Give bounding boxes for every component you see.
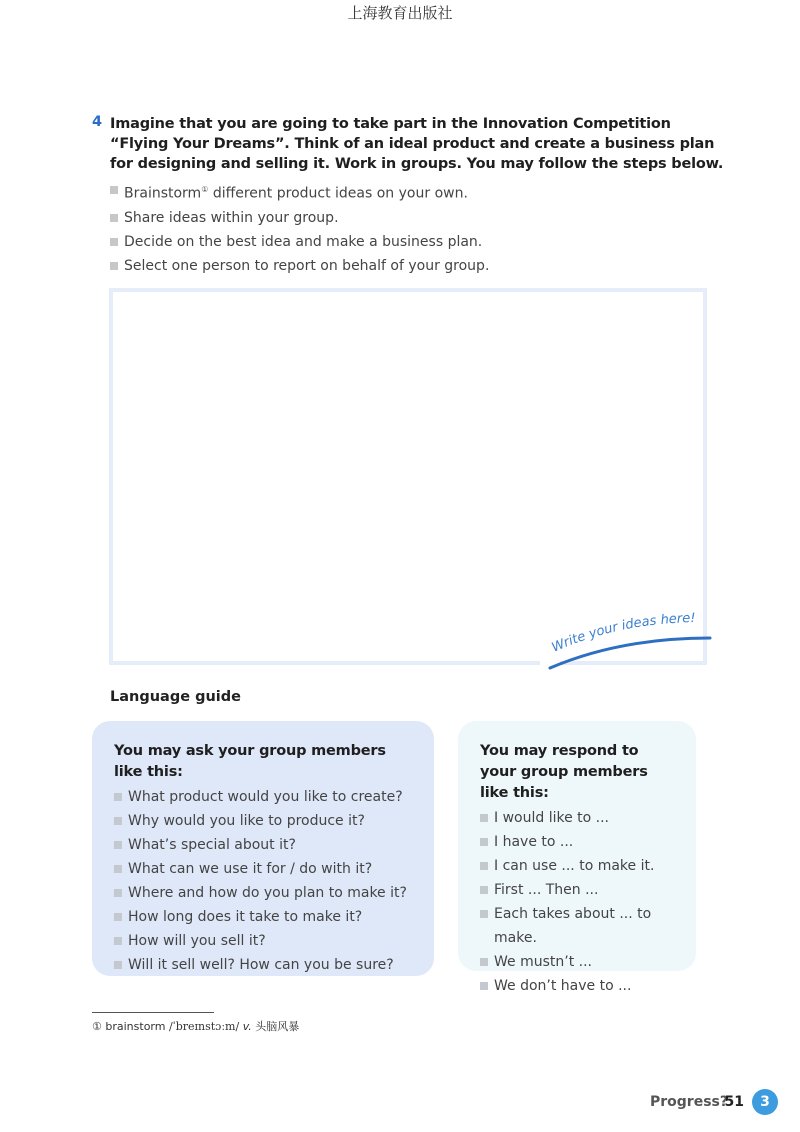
footnote-pos: v. bbox=[242, 1020, 252, 1033]
square-bullet-icon bbox=[114, 937, 122, 945]
square-bullet-icon bbox=[114, 889, 122, 897]
square-bullet-icon bbox=[114, 865, 122, 873]
square-bullet-icon bbox=[110, 214, 118, 222]
footnote-word: brainstorm bbox=[105, 1020, 166, 1033]
phrase-item: I can use ... to make it. bbox=[480, 854, 676, 878]
phrase-item: Why would you like to produce it? bbox=[114, 809, 414, 833]
step-item: Select one person to report on behalf of your group. bbox=[110, 254, 732, 278]
square-bullet-icon bbox=[480, 982, 488, 990]
phrase-item: What’s special about it? bbox=[114, 833, 414, 857]
phrase-item: We mustn’t ... bbox=[480, 950, 676, 974]
phrase-item: What can we use it for / do with it? bbox=[114, 857, 414, 881]
write-here-text: Write your ideas here! bbox=[549, 611, 696, 656]
phrase-item: What product would you like to create? bbox=[114, 785, 414, 809]
phrase-item: I have to ... bbox=[480, 830, 676, 854]
step-item: Brainstorm① different product ideas on your own. bbox=[110, 178, 732, 206]
square-bullet-icon bbox=[480, 838, 488, 846]
ask-phrases-panel bbox=[92, 721, 434, 976]
phrase-item: How will you sell it? bbox=[114, 929, 414, 953]
square-bullet-icon bbox=[480, 814, 488, 822]
footnote bbox=[92, 1018, 299, 1034]
phrase-item: First ... Then ... bbox=[480, 878, 676, 902]
footnote-divider bbox=[92, 1012, 214, 1013]
section-title: Progress? bbox=[650, 1094, 728, 1110]
unit-badge: 3 bbox=[752, 1089, 778, 1115]
respond-panel-title: You may respond to your group members like this: bbox=[480, 743, 648, 801]
ask-panel-title: You may ask your group members like this: bbox=[114, 743, 386, 780]
footnote-marker: ① bbox=[92, 1020, 102, 1033]
square-bullet-icon bbox=[110, 186, 118, 194]
page-number: 51 bbox=[724, 1094, 744, 1110]
step-item: Share ideas within your group. bbox=[110, 206, 732, 230]
step-item: Decide on the best idea and make a business plan. bbox=[110, 230, 732, 254]
square-bullet-icon bbox=[480, 862, 488, 870]
square-bullet-icon bbox=[480, 910, 488, 918]
phrase-item: We don’t have to ... bbox=[480, 974, 676, 998]
respond-phrases-panel bbox=[458, 721, 696, 994]
square-bullet-icon bbox=[114, 841, 122, 849]
step-list bbox=[110, 178, 732, 278]
square-bullet-icon bbox=[480, 958, 488, 966]
phrase-item: Will it sell well? How can you be sure? bbox=[114, 953, 414, 977]
task-4 bbox=[92, 114, 732, 278]
square-bullet-icon bbox=[480, 886, 488, 894]
square-bullet-icon bbox=[114, 913, 122, 921]
phrase-item: Where and how do you plan to make it? bbox=[114, 881, 414, 905]
square-bullet-icon bbox=[114, 793, 122, 801]
ask-phrase-list bbox=[114, 785, 414, 977]
phrase-item: How long does it take to make it? bbox=[114, 905, 414, 929]
publisher-header: 上海教育出版社 bbox=[347, 4, 453, 22]
footnote-ref: ① bbox=[201, 185, 209, 194]
square-bullet-icon bbox=[110, 262, 118, 270]
footnote-phonetic: /ˈbreɪnstɔːm/ bbox=[168, 1020, 240, 1033]
page-footer bbox=[620, 1091, 780, 1117]
task-number: 4 bbox=[92, 114, 103, 130]
phrase-item: I would like to ... bbox=[480, 806, 676, 830]
language-guide-title: Language guide bbox=[110, 689, 241, 705]
write-here-label bbox=[540, 600, 720, 680]
square-bullet-icon bbox=[114, 961, 122, 969]
respond-phrase-list bbox=[480, 806, 676, 998]
footnote-meaning: 头脑风暴 bbox=[255, 1020, 300, 1033]
square-bullet-icon bbox=[110, 238, 118, 246]
task-instruction: Imagine that you are going to take part in the Innovation Competition “Flying Your Dreams”. Think of an ideal product and create a business plan for designing and selling it. Work in groups. You may follow the steps below. bbox=[110, 116, 724, 172]
square-bullet-icon bbox=[114, 817, 122, 825]
phrase-item: Each takes about ... to make. bbox=[480, 902, 676, 950]
